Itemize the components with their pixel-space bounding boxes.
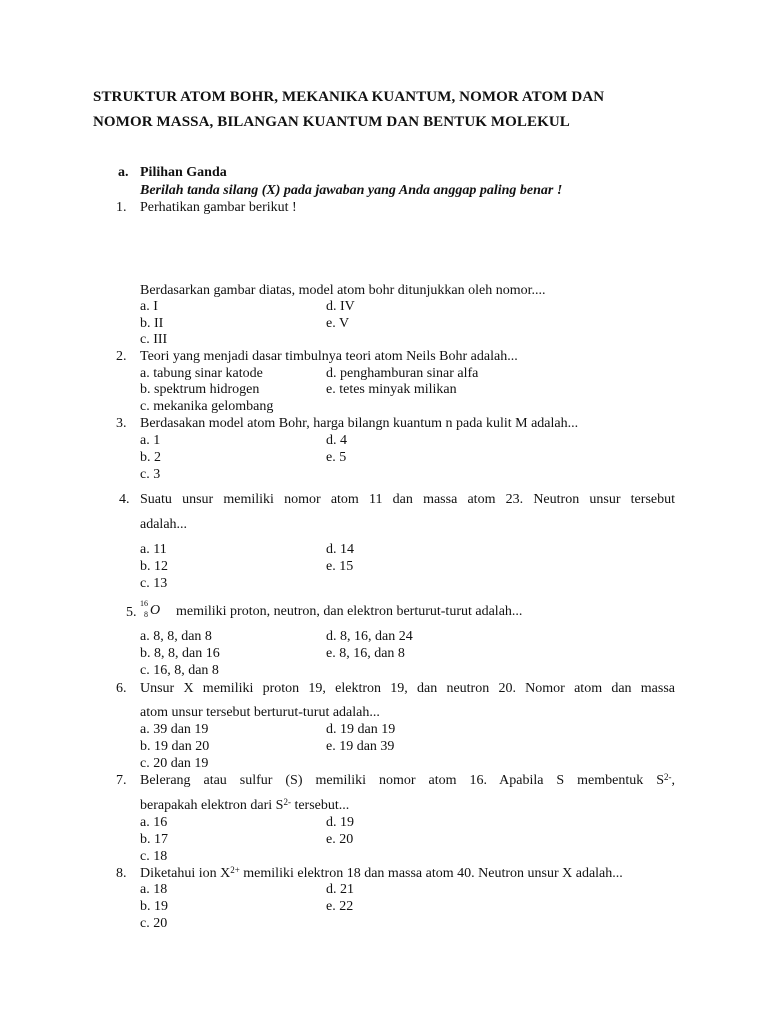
question-number: 1. bbox=[116, 200, 127, 215]
option-c[interactable]: c. mekanika gelombang bbox=[140, 399, 274, 414]
option-c[interactable]: c. 3 bbox=[140, 467, 161, 482]
question-text-pre: Diketahui ion X bbox=[140, 866, 231, 881]
option-b[interactable]: b. 17 bbox=[140, 832, 168, 847]
question-number: 5. bbox=[126, 605, 137, 620]
option-e[interactable]: e. V bbox=[326, 316, 350, 331]
option-a[interactable]: a. 39 dan 19 bbox=[140, 722, 209, 737]
option-e[interactable]: e. 20 bbox=[326, 832, 354, 847]
option-c[interactable]: c. 16, 8, dan 8 bbox=[140, 663, 219, 678]
option-d[interactable]: d. 14 bbox=[326, 542, 354, 557]
option-c[interactable]: c. 20 dan 19 bbox=[140, 756, 209, 771]
question-number: 2. bbox=[116, 349, 127, 364]
option-e[interactable]: e. 8, 16, dan 8 bbox=[326, 646, 405, 661]
question-text-line-2 bbox=[140, 797, 349, 814]
option-b[interactable]: b. 19 bbox=[140, 899, 168, 914]
question-text-line-1 bbox=[140, 772, 675, 789]
option-a[interactable]: a. I bbox=[140, 299, 158, 314]
question-text: berapakah elektron dari S bbox=[140, 798, 284, 813]
question-text: Berdasakan model atom Bohr, harga bilangn kuantum n pada kulit M adalah... bbox=[140, 416, 579, 431]
question-text: memiliki proton, neutron, dan elektron berturut-turut adalah... bbox=[176, 604, 523, 619]
option-d[interactable]: d. 19 dan 19 bbox=[326, 722, 396, 737]
option-b[interactable]: b. spektrum hidrogen bbox=[140, 382, 260, 397]
question-prompt: Perhatikan gambar berikut ! bbox=[140, 200, 297, 215]
question-number: 6. bbox=[116, 681, 127, 696]
question-text-line-2: adalah... bbox=[140, 517, 188, 532]
question-number: 8. bbox=[116, 866, 127, 881]
option-e[interactable]: e. 22 bbox=[326, 899, 354, 914]
option-a[interactable]: a. 18 bbox=[140, 882, 168, 897]
option-c[interactable]: c. 18 bbox=[140, 849, 168, 864]
question-text-line-1: Suatu unsur memiliki nomor atom 11 dan massa atom 23. Neutron unsur tersebut bbox=[140, 492, 675, 507]
option-a[interactable]: a. 16 bbox=[140, 815, 168, 830]
question-text: Berdasarkan gambar diatas, model atom bohr ditunjukkan oleh nomor.... bbox=[140, 283, 546, 298]
option-d[interactable]: d. penghamburan sinar alfa bbox=[326, 366, 479, 381]
option-e[interactable]: e. 19 dan 39 bbox=[326, 739, 395, 754]
question-text: Belerang atau sulfur (S) memiliki nomor atom 16. Apabila S membentuk S bbox=[140, 773, 664, 788]
question-text: Teori yang menjadi dasar timbulnya teori atom Neils Bohr adalah... bbox=[140, 349, 518, 364]
question-text-line-2: atom unsur tersebut berturut-turut adalah... bbox=[140, 705, 380, 720]
question-number: 4. bbox=[119, 492, 130, 507]
ion-charge: 2+ bbox=[230, 865, 240, 875]
question-number: 3. bbox=[116, 416, 127, 431]
question-text: tersebut... bbox=[290, 798, 350, 813]
option-a[interactable]: a. 11 bbox=[140, 542, 167, 557]
option-d[interactable]: d. 21 bbox=[326, 882, 354, 897]
option-d[interactable]: d. 8, 16, dan 24 bbox=[326, 629, 413, 644]
option-b[interactable]: b. II bbox=[140, 316, 164, 331]
option-a[interactable]: a. tabung sinar katode bbox=[140, 366, 263, 381]
section-letter: a. bbox=[118, 165, 129, 180]
option-a[interactable]: a. 8, 8, dan 8 bbox=[140, 629, 212, 644]
question-text-line-1: Unsur X memiliki proton 19, elektron 19, dan neutron 20. Nomor atom dan massa bbox=[140, 681, 675, 696]
option-e[interactable]: e. 15 bbox=[326, 559, 354, 574]
option-d[interactable]: d. 4 bbox=[326, 433, 347, 448]
option-b[interactable]: b. 8, 8, dan 16 bbox=[140, 646, 220, 661]
option-d[interactable]: d. IV bbox=[326, 299, 355, 314]
option-d[interactable]: d. 19 bbox=[326, 815, 354, 830]
question-text bbox=[140, 865, 623, 882]
option-b[interactable]: b. 2 bbox=[140, 450, 161, 465]
ion-charge: 2- bbox=[283, 797, 291, 807]
option-c[interactable]: c. 13 bbox=[140, 576, 168, 591]
option-c[interactable]: c. III bbox=[140, 332, 168, 347]
oxygen-isotope-notation bbox=[140, 601, 174, 623]
option-a[interactable]: a. 1 bbox=[140, 433, 161, 448]
option-b[interactable]: b. 19 dan 20 bbox=[140, 739, 210, 754]
section-heading: Pilihan Ganda bbox=[140, 165, 227, 180]
option-e[interactable]: e. tetes minyak milikan bbox=[326, 382, 457, 397]
punctuation: , bbox=[671, 773, 675, 788]
ion-charge: 2- bbox=[664, 772, 672, 782]
question-number: 7. bbox=[116, 773, 127, 788]
element-symbol: O bbox=[150, 603, 161, 618]
mass-number: 16 bbox=[140, 599, 148, 608]
title-line-2: NOMOR MASSA, BILANGAN KUANTUM DAN BENTUK MOLEKUL bbox=[93, 114, 570, 130]
title-line-1: STRUKTUR ATOM BOHR, MEKANIKA KUANTUM, NOMOR ATOM DAN bbox=[93, 89, 605, 105]
option-c[interactable]: c. 20 bbox=[140, 916, 168, 931]
option-b[interactable]: b. 12 bbox=[140, 559, 168, 574]
question-text-post: memiliki elektron 18 dan massa atom 40. Neutron unsur X adalah... bbox=[239, 866, 623, 881]
option-e[interactable]: e. 5 bbox=[326, 450, 347, 465]
section-instruction: Berilah tanda silang (X) pada jawaban yang Anda anggap paling benar ! bbox=[140, 183, 563, 198]
atomic-number: 8 bbox=[144, 610, 148, 619]
